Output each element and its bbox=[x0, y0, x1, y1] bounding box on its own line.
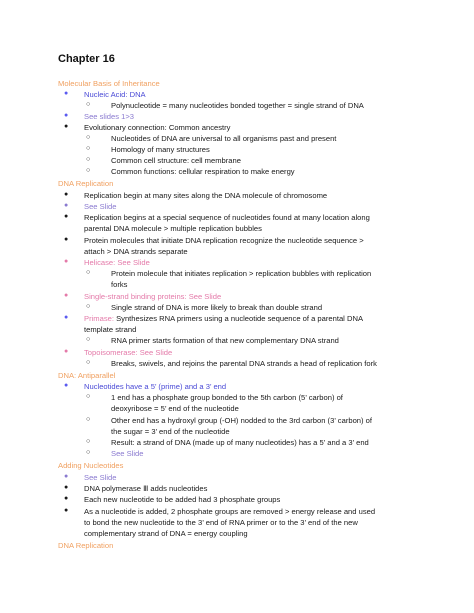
circle-bullet-icon: ○ bbox=[86, 269, 91, 276]
list-item: See Slide bbox=[84, 202, 117, 211]
bullet-icon: ● bbox=[64, 382, 69, 389]
list-item: Single-strand binding proteins: See Slide bbox=[84, 292, 222, 301]
circle-bullet-icon: ○ bbox=[86, 303, 91, 310]
bullet-icon: ● bbox=[64, 236, 69, 243]
list-item: Common cell structure: cell membrane bbox=[111, 156, 241, 165]
heading-antiparallel: DNA: Antiparallel bbox=[58, 371, 116, 380]
list-item-continuation: complementary strand of DNA = energy coupling bbox=[84, 529, 248, 538]
list-item: 1 end has a phosphate group bonded to the 5th carbon (5’ carbon) of bbox=[111, 393, 343, 402]
list-item-continuation: template strand bbox=[84, 325, 137, 334]
circle-bullet-icon: ○ bbox=[86, 449, 91, 456]
bullet-icon: ● bbox=[64, 112, 69, 119]
list-item-continuation: parental DNA molecule > multiple replication bubbles bbox=[84, 224, 262, 233]
chapter-title: Chapter 16 bbox=[58, 53, 115, 65]
bullet-icon: ● bbox=[64, 191, 69, 198]
circle-bullet-icon: ○ bbox=[86, 134, 91, 141]
list-item: Helicase: See Slide bbox=[84, 258, 150, 267]
list-item-continuation: attach > DNA strands separate bbox=[84, 247, 188, 256]
list-item-continuation: forks bbox=[111, 280, 128, 289]
primase-label: Primase: bbox=[84, 314, 114, 323]
list-item: Protein molecules that initiate DNA replication recognize the nucleotide sequence > bbox=[84, 236, 364, 245]
list-item: See Slide bbox=[111, 449, 144, 458]
circle-bullet-icon: ○ bbox=[86, 393, 91, 400]
list-item: Nucleotides of DNA are universal to all organisms past and present bbox=[111, 134, 337, 143]
circle-bullet-icon: ○ bbox=[86, 145, 91, 152]
bullet-icon: ● bbox=[64, 348, 69, 355]
heading-dna-replication-2: DNA Replication bbox=[58, 541, 114, 550]
circle-bullet-icon: ○ bbox=[86, 438, 91, 445]
bullet-icon: ● bbox=[64, 292, 69, 299]
list-item: Homology of many structures bbox=[111, 145, 210, 154]
bullet-icon: ● bbox=[64, 213, 69, 220]
heading-dna-replication: DNA Replication bbox=[58, 179, 114, 188]
heading-molecular-basis: Molecular Basis of Inheritance bbox=[58, 79, 160, 88]
list-item-continuation: deoxyribose = 5’ end of the nucleotide bbox=[111, 404, 239, 413]
bullet-icon: ● bbox=[64, 258, 69, 265]
bullet-icon: ● bbox=[64, 507, 69, 514]
primase-text: Synthesizes RNA primers using a nucleotide sequence of a parental DNA bbox=[113, 314, 364, 323]
list-item bbox=[84, 314, 363, 324]
list-item: Polynucleotide = many nucleotides bonded together = single strand of DNA bbox=[111, 101, 364, 110]
list-item: Common functions: cellular respiration to make energy bbox=[111, 167, 295, 176]
list-item: Evolutionary connection: Common ancestry bbox=[84, 123, 231, 132]
list-item: Each new nucleotide to be added had 3 phosphate groups bbox=[84, 495, 281, 504]
circle-bullet-icon: ○ bbox=[86, 101, 91, 108]
bullet-icon: ● bbox=[64, 484, 69, 491]
list-item-continuation: to bond the new nucleotide to the 3’ end of RNA primer or to the 3’ end of the new bbox=[84, 518, 358, 527]
circle-bullet-icon: ○ bbox=[86, 336, 91, 343]
list-item: As a nucleotide is added, 2 phosphate groups are removed > energy release and used bbox=[84, 507, 376, 516]
list-item: Nucleotides have a 5’ (prime) and a 3’ end bbox=[84, 382, 227, 391]
circle-bullet-icon: ○ bbox=[86, 416, 91, 423]
circle-bullet-icon: ○ bbox=[86, 359, 91, 366]
heading-adding-nucleotides: Adding Nucleotides bbox=[58, 461, 124, 470]
bullet-icon: ● bbox=[64, 90, 69, 97]
circle-bullet-icon: ○ bbox=[86, 156, 91, 163]
list-item: Breaks, swivels, and rejoins the parental DNA strands a head of replication fork bbox=[111, 359, 377, 368]
list-item: Topoisomerase: See Slide bbox=[84, 348, 173, 357]
bullet-icon: ● bbox=[64, 123, 69, 130]
list-item: Replication begin at many sites along the DNA molecule of chromosome bbox=[84, 191, 328, 200]
bullet-icon: ● bbox=[64, 314, 69, 321]
list-item: RNA primer starts formation of that new complementary DNA strand bbox=[111, 336, 339, 345]
list-item: Replication begins at a special sequence of nucleotides found at many location along bbox=[84, 213, 370, 222]
list-item: See Slide bbox=[84, 473, 117, 482]
bullet-icon: ● bbox=[64, 202, 69, 209]
bullet-icon: ● bbox=[64, 495, 69, 502]
list-item: DNA polymerase Ⅲ adds nucleotides bbox=[84, 484, 208, 493]
bullet-icon: ● bbox=[64, 473, 69, 480]
list-item: Other end has a hydroxyl group (-OH) nodded to the 3rd carbon (3’ carbon) of bbox=[111, 416, 373, 425]
circle-bullet-icon: ○ bbox=[86, 167, 91, 174]
list-item: See slides 1>3 bbox=[84, 112, 135, 121]
list-item: Result: a strand of DNA (made up of many nucleotides) has a 5’ and a 3’ end bbox=[111, 438, 369, 447]
list-item-continuation: the sugar = 3’ end of the nucleotide bbox=[111, 427, 230, 436]
list-item: Nucleic Acid: DNA bbox=[84, 90, 146, 99]
list-item: Single strand of DNA is more likely to break than double strand bbox=[111, 303, 323, 312]
list-item: Protein molecule that initiates replication > replication bubbles with replication bbox=[111, 269, 372, 278]
